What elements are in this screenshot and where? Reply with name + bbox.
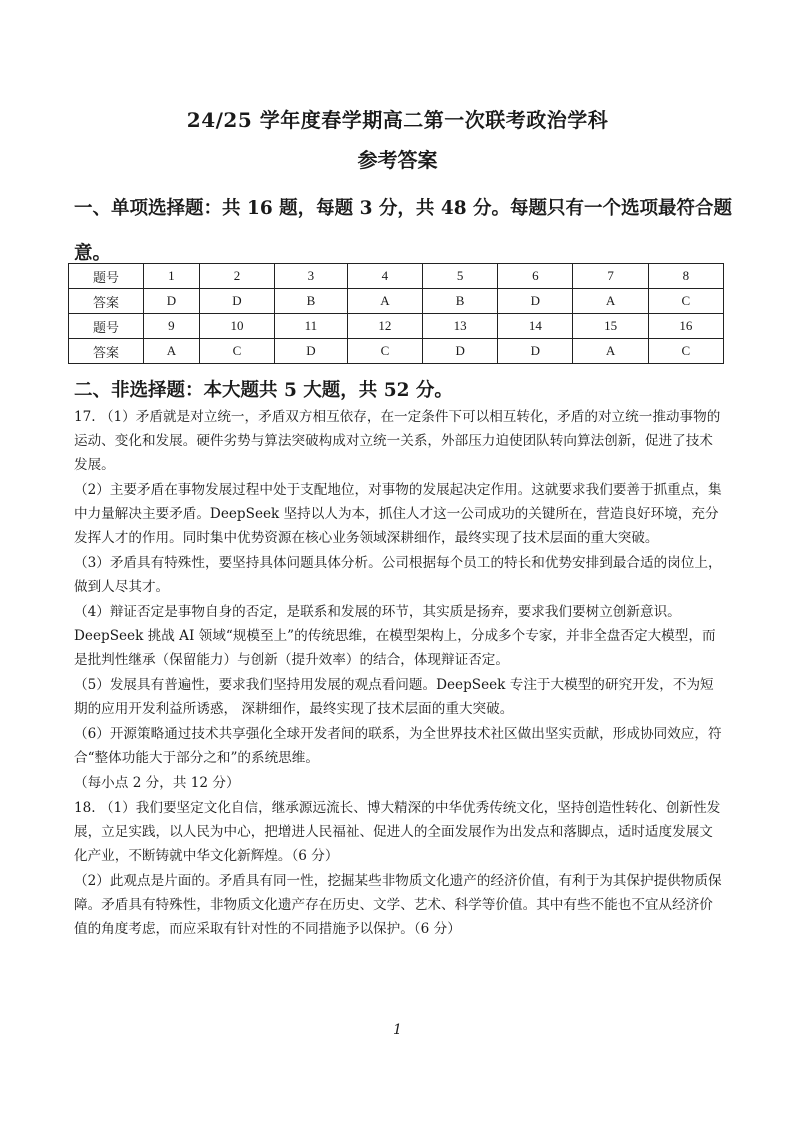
q17-part1: 17. （1）矛盾就是对立统一，矛盾双方相互依存，在一定条件下可以相互转化，矛盾的对立统一推动事物的运动、变化和发展。硬件劣势与算法突破构成对立统一关系，外部压力迫使团队转向算法创新，促进了技术发展。 xyxy=(74,409,721,473)
table-cell: 3 xyxy=(275,264,348,289)
q17-part3: （3）矛盾具有特殊性，要坚持具体问题具体分析。公司根据每个员工的特长和优势安排到最合适的岗位上，做到人尽其才。 xyxy=(74,555,722,595)
q17-part6: （6）开源策略通过技术共享强化全球开发者间的联系，为全世界技术社区做出坚实贡献，形成协同效应，符合“整体功能大于部分之和”的系统思维。 xyxy=(74,726,722,766)
table-cell: C xyxy=(347,339,422,364)
answer-table xyxy=(68,263,724,364)
table-cell: 12 xyxy=(347,314,422,339)
q17-part5: （5）发展具有普遍性，要求我们坚持用发展的观点看问题。DeepSeek 专注于大模型的研究开发，不为短期的应用开发利益所诱惑， 深耕细作，最终实现了技术层面的重大突破。 xyxy=(74,677,714,717)
table-cell: 10 xyxy=(199,314,274,339)
section2-heading: 二、非选择题：本大题共 5 大题，共 52 分。 xyxy=(74,380,453,401)
section1-heading: 一、单项选择题：共 16 题，每题 3 分，共 48 分。每题只有一个选项最符合题意。 xyxy=(74,198,733,264)
table-cell: D xyxy=(498,289,573,314)
page-title: 24/25 学年度春学期高二第一次联考政治学科 xyxy=(186,108,609,132)
table-cell: 7 xyxy=(573,264,648,289)
table-cell: 8 xyxy=(648,264,723,289)
table-cell: D xyxy=(498,339,573,364)
table-cell: 4 xyxy=(347,264,422,289)
table-cell: 16 xyxy=(648,314,723,339)
table-cell: 15 xyxy=(573,314,648,339)
table-cell: B xyxy=(423,289,498,314)
q18-part2: （2）此观点是片面的。矛盾具有同一性，挖掘某些非物质文化遗产的经济价值，有利于为其保护提供物质保障。矛盾具有特殊性，非物质文化遗产存在历史、文学、艺术、科学等价值。其中有些不能也不宜从经济价值的角度考虑，而应采取有针对性的不同措施予以保护。（6 分） xyxy=(74,873,722,937)
table-cell: 9 xyxy=(144,314,200,339)
row-label: 题号 xyxy=(69,314,144,339)
row-label: 题号 xyxy=(69,264,144,289)
row-label: 答案 xyxy=(69,339,144,364)
table-cell: B xyxy=(275,289,348,314)
table-cell: C xyxy=(199,339,274,364)
page-subtitle: 参考答案 xyxy=(357,148,438,172)
q17-score-note: （每小点 2 分，共 12 分） xyxy=(74,775,240,791)
table-cell: D xyxy=(423,339,498,364)
table-cell: A xyxy=(144,339,200,364)
row-label: 答案 xyxy=(69,289,144,314)
q18-part1: 18. （1）我们要坚定文化自信，继承源远流长、博大精深的中华优秀传统文化，坚持创造性转化、创新性发展，立足实践，以人民为中心，把增进人民福祉、促进人的全面发展作为出发点和落脚点，适时适度发展文化产业，不断铸就中华文化新辉煌。（6 分） xyxy=(74,800,721,864)
q17-part2: （2）主要矛盾在事物发展过程中处于支配地位，对事物的发展起决定作用。这就要求我们要善于抓重点，集中力量解决主要矛盾。DeepSeek 坚持以人为本，抓住人才这一公司成功的关键所在，营造良好环境，充分发挥人才的作用。同时集中优势资源在核心业务领域深耕细作，最终实现了技术层面的重大突破。 xyxy=(74,482,722,546)
table-cell: 11 xyxy=(275,314,348,339)
q17-part4: （4）辩证否定是事物自身的否定，是联系和发展的环节，其实质是扬弃，要求我们要树立创新意识。DeepSeek 挑战 AI 领域“规模至上”的传统思维，在模型架构上，分成多个专家，并非全盘否定大模型，而是批判性继承（保留能力）与创新（提升效率）的结合，体现辩证否定。 xyxy=(74,604,716,668)
table-cell: A xyxy=(573,289,648,314)
table-cell: C xyxy=(648,339,723,364)
table-cell: 13 xyxy=(423,314,498,339)
table-cell: D xyxy=(144,289,200,314)
table-cell: 14 xyxy=(498,314,573,339)
page-number: 1 xyxy=(393,1022,402,1038)
table-cell: A xyxy=(347,289,422,314)
table-cell: 6 xyxy=(498,264,573,289)
answer-body xyxy=(74,405,722,942)
table-row xyxy=(69,314,724,339)
table-cell: D xyxy=(275,339,348,364)
table-cell: 5 xyxy=(423,264,498,289)
table-cell: C xyxy=(648,289,723,314)
table-cell: A xyxy=(573,339,648,364)
table-row xyxy=(69,264,724,289)
table-row xyxy=(69,289,724,314)
table-row xyxy=(69,339,724,364)
table-cell: 1 xyxy=(144,264,200,289)
table-cell: D xyxy=(199,289,274,314)
table-cell: 2 xyxy=(199,264,274,289)
